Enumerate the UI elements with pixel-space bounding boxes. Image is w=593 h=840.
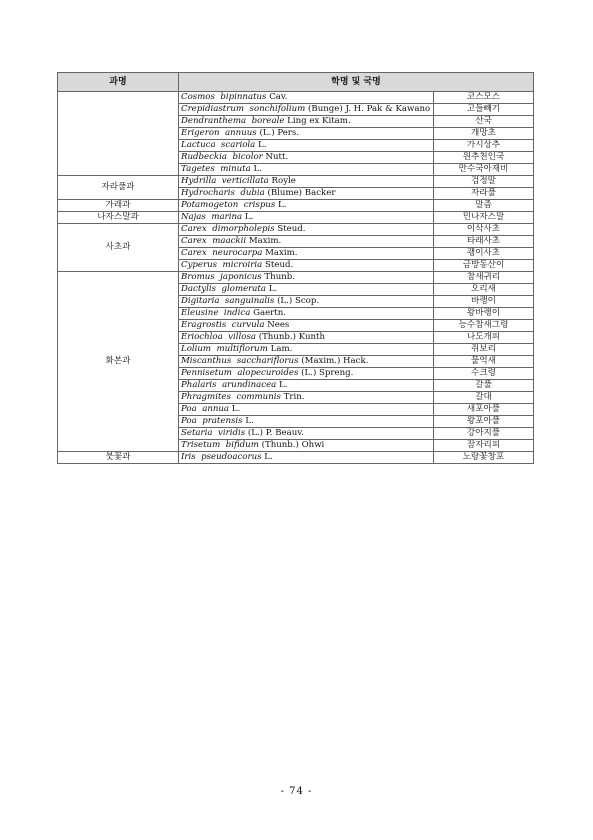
scientific-name-cell [179, 92, 434, 104]
author-text: L. [244, 212, 254, 223]
author-text: L. [264, 452, 273, 463]
epithet-text: bifidum [225, 440, 259, 451]
genus-text: Tagetes [181, 164, 215, 175]
korean-name-cell: 타래사초 [434, 236, 534, 248]
table-row [58, 92, 534, 104]
korean-name-cell: 개망초 [434, 128, 534, 140]
genus-text: Cosmos [181, 92, 215, 103]
author-text: Cav. [269, 92, 288, 103]
korean-name-cell: 가시상추 [434, 140, 534, 152]
page-number: - 74 - [280, 786, 313, 797]
author-text: (Thunb.) Kunth [258, 332, 326, 343]
author-text: Steud. [277, 224, 306, 235]
scientific-name-cell [179, 332, 434, 344]
genus-text: Setaria [181, 428, 213, 439]
scientific-name-cell [179, 356, 434, 368]
epithet-text: annuus [225, 128, 257, 139]
genus-text: Najas [181, 212, 206, 223]
genus-text: Carex [181, 248, 207, 259]
epithet-text: microiria [222, 260, 263, 271]
genus-text: Phalaris [181, 380, 217, 391]
scientific-name-cell [179, 164, 434, 176]
epithet-text: multiflorum [216, 344, 268, 355]
scientific-name-cell [179, 200, 434, 212]
author-text: L. [231, 404, 241, 415]
author-text: Steud. [265, 260, 294, 271]
genus-text: Eragrostis [181, 320, 227, 331]
korean-name-cell: 이삭사초 [434, 224, 534, 236]
genus-text: Dendranthema [181, 116, 247, 127]
author-text: (Blume) Backer [267, 188, 336, 199]
author-text: Trin. [283, 392, 305, 403]
scientific-name-cell [179, 140, 434, 152]
korean-name-cell: 나도개피 [434, 332, 534, 344]
epithet-text: japonicus [220, 272, 262, 283]
epithet-text: arundinacea [222, 380, 277, 391]
genus-text: Miscanthus [181, 356, 232, 367]
author-text: (L.) P. Beauv. [247, 428, 304, 439]
family-cell: 화본과 [58, 272, 179, 452]
author-text: Gaertn. [253, 308, 287, 319]
table-row [58, 224, 534, 236]
korean-name-cell: 참새귀리 [434, 272, 534, 284]
family-cell: 붓꽃과 [58, 452, 179, 464]
scientific-name-cell [179, 188, 434, 200]
korean-name-cell: 왕포아풀 [434, 416, 534, 428]
table-body [58, 92, 534, 464]
scientific-name-cell [179, 440, 434, 452]
scientific-name-cell [179, 416, 434, 428]
korean-name-cell: 금방동산이 [434, 260, 534, 272]
genus-text: Lactuca [181, 140, 216, 151]
author-text: (L.) Pers. [259, 128, 300, 139]
korean-name-cell: 괭이사초 [434, 248, 534, 260]
epithet-text: boreale [251, 116, 285, 127]
genus-text: Hydrilla [181, 176, 217, 187]
family-cell: 사초과 [58, 224, 179, 272]
scientific-name-cell [179, 236, 434, 248]
table-row [58, 200, 534, 212]
scientific-name-cell [179, 176, 434, 188]
korean-name-cell: 민나자스말 [434, 212, 534, 224]
genus-text: Trisetum [181, 440, 221, 451]
korean-name-cell: 갈풀 [434, 380, 534, 392]
epithet-text: villosa [228, 332, 256, 343]
author-text: Nutt. [265, 152, 289, 163]
family-cell: 나자스말과 [58, 212, 179, 224]
epithet-text: dubia [240, 188, 265, 199]
genus-text: Crepidiastrum [181, 104, 245, 115]
epithet-text: sanguinalis [224, 296, 275, 307]
author-text: Nees [267, 320, 290, 331]
scientific-name-cell [179, 368, 434, 380]
author-text: Thunb. [264, 272, 295, 283]
scientific-name-cell [179, 212, 434, 224]
author-text: Lam. [270, 344, 293, 355]
scientific-name-cell [179, 104, 434, 116]
author-text: Royle [271, 176, 296, 187]
table-row [58, 176, 534, 188]
epithet-text: dimorpholepis [212, 224, 275, 235]
korean-name-cell: 검정말 [434, 176, 534, 188]
korean-name-cell: 만수국아재비 [434, 164, 534, 176]
scientific-name-cell [179, 224, 434, 236]
epithet-text: marina [211, 212, 243, 223]
epithet-text: sonchifolium [249, 104, 306, 115]
header-family: 과명 [58, 73, 179, 92]
genus-text: Hydrocharis [181, 188, 235, 199]
scientific-name-cell [179, 344, 434, 356]
korean-name-cell: 말즘 [434, 200, 534, 212]
scientific-name-cell [179, 116, 434, 128]
scientific-name-cell [179, 296, 434, 308]
genus-text: Eriochloa [181, 332, 223, 343]
species-table [57, 72, 534, 464]
author-text: (Maxim.) Hack. [301, 356, 369, 367]
table-header-row [58, 73, 534, 92]
author-text: Maxim. [265, 248, 298, 259]
table-row [58, 452, 534, 464]
epithet-text: maackii [212, 236, 247, 247]
epithet-text: curvula [231, 320, 265, 331]
epithet-text: minuta [220, 164, 251, 175]
genus-text: Lolium [181, 344, 212, 355]
epithet-text: scariola [221, 140, 256, 151]
family-cell: 가래과 [58, 200, 179, 212]
korean-name-cell: 왕바랭이 [434, 308, 534, 320]
epithet-text: neurocarpa [212, 248, 263, 259]
header-species: 학명 및 국명 [179, 73, 534, 92]
epithet-text: glomerata [221, 284, 266, 295]
author-text: L. [268, 284, 278, 295]
korean-name-cell: 강아지풀 [434, 428, 534, 440]
korean-name-cell: 새포아풀 [434, 404, 534, 416]
korean-name-cell: 코스모스 [434, 92, 534, 104]
genus-text: Cyperus [181, 260, 218, 271]
author-text: L. [245, 416, 254, 427]
scientific-name-cell [179, 152, 434, 164]
korean-name-cell: 원추천인국 [434, 152, 534, 164]
epithet-text: crispus [243, 200, 276, 211]
table-row [58, 272, 534, 284]
epithet-text: pseudoacorus [201, 452, 262, 463]
epithet-text: communis [236, 392, 281, 403]
epithet-text: verticillata [221, 176, 269, 187]
scientific-name-cell [179, 308, 434, 320]
genus-text: Phragmites [181, 392, 231, 403]
epithet-text: pratensis [202, 416, 243, 427]
korean-name-cell: 수크령 [434, 368, 534, 380]
epithet-text: annua [202, 404, 230, 415]
family-cell [58, 92, 179, 176]
korean-name-cell: 능수참새그령 [434, 320, 534, 332]
author-text: L. [278, 200, 287, 211]
scientific-name-cell [179, 128, 434, 140]
scientific-name-cell [179, 452, 434, 464]
family-cell: 자라풀과 [58, 176, 179, 200]
epithet-text: viridis [218, 428, 246, 439]
korean-name-cell: 고들빼기 [434, 104, 534, 116]
genus-text: Dactylis [181, 284, 217, 295]
epithet-text: alopecuroides [237, 368, 299, 379]
author-text: (Bunge) J. H. Pak & Kawano [308, 104, 431, 115]
genus-text: Erigeron [181, 128, 220, 139]
korean-name-cell: 갈대 [434, 392, 534, 404]
table-row [58, 212, 534, 224]
genus-text: Rudbeckia [181, 152, 227, 163]
korean-name-cell: 오리새 [434, 284, 534, 296]
korean-name-cell: 자라풀 [434, 188, 534, 200]
genus-text: Poa [181, 416, 197, 427]
epithet-text: bipinnatus [220, 92, 267, 103]
korean-name-cell: 잠자리피 [434, 440, 534, 452]
genus-text: Bromus [181, 272, 215, 283]
epithet-text: indica [223, 308, 251, 319]
scientific-name-cell [179, 380, 434, 392]
korean-name-cell: 물억새 [434, 356, 534, 368]
korean-name-cell: 노랑꽃창포 [434, 452, 534, 464]
korean-name-cell: 산국 [434, 116, 534, 128]
author-text: L. [279, 380, 288, 391]
scientific-name-cell [179, 404, 434, 416]
scientific-name-cell [179, 272, 434, 284]
genus-text: Poa [181, 404, 197, 415]
genus-text: Carex [181, 236, 207, 247]
korean-name-cell: 쥐보리 [434, 344, 534, 356]
genus-text: Pennisetum [181, 368, 232, 379]
genus-text: Digitaria [181, 296, 220, 307]
scientific-name-cell [179, 428, 434, 440]
author-text: (Thunb.) Ohwi [261, 440, 325, 451]
author-text: L. [258, 140, 267, 151]
author-text: L. [253, 164, 262, 175]
scientific-name-cell [179, 260, 434, 272]
genus-text: Eleusine [181, 308, 219, 319]
author-text: Maxim. [248, 236, 282, 247]
genus-text: Potamogeton [181, 200, 239, 211]
genus-text: Carex [181, 224, 207, 235]
scientific-name-cell [179, 248, 434, 260]
author-text: (L.) Scop. [277, 296, 320, 307]
korean-name-cell: 바랭이 [434, 296, 534, 308]
author-text: Ling ex Kitam. [287, 116, 351, 127]
epithet-text: bicolor [232, 152, 263, 163]
scientific-name-cell [179, 392, 434, 404]
author-text: (L.) Spreng. [301, 368, 354, 379]
epithet-text: sacchariflorus [236, 356, 299, 367]
genus-text: Iris [181, 452, 196, 463]
scientific-name-cell [179, 320, 434, 332]
scientific-name-cell [179, 284, 434, 296]
